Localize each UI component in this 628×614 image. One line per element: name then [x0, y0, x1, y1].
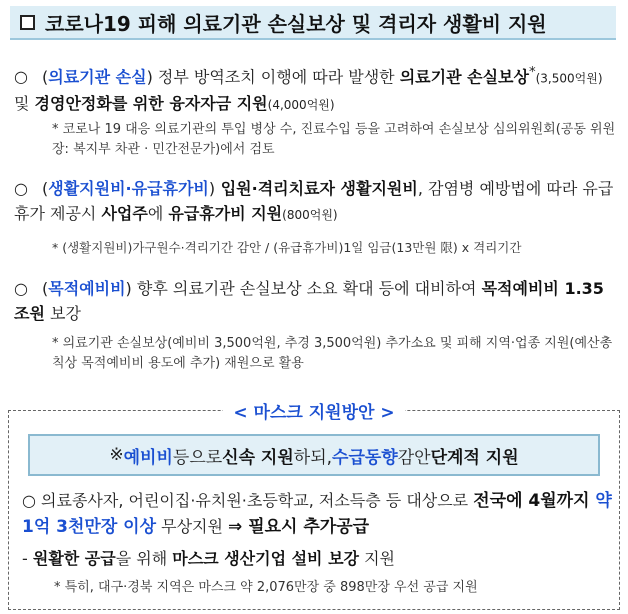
circle-bullet-icon: ○	[14, 279, 28, 298]
mask-item-bold-text: 마스크 생산기업 설비 보강	[172, 549, 359, 568]
mask-item-text: 을 위해	[115, 549, 173, 568]
highlight-text: 수급동향	[332, 447, 398, 468]
item-bold-text: 목적예비비 1.35조원	[14, 279, 604, 323]
circle-bullet-icon: ○	[22, 491, 36, 510]
item-text: 정부 방역조치 이행에 따라 발생한	[152, 67, 400, 87]
mask-item-text: 의료종사자, 어린이집·유치원·초등학교, 저소득층 등 대상으로	[35, 491, 474, 510]
footnote-mark: *	[528, 65, 536, 80]
mask-item-bold-text: 원활한 공급	[32, 549, 116, 568]
item-text: 및	[14, 94, 35, 114]
item-bold-text: 사업주	[101, 204, 148, 223]
item-bold-text: 유급휴가비 지원	[168, 204, 283, 223]
circle-bullet-icon: ○	[14, 67, 28, 87]
section-title-bar	[10, 6, 616, 40]
summary-text: 등으로	[172, 447, 223, 468]
note-medical-loss: * 코로나 19 대응 의료기관의 투입 병상 수, 진료수입 등을 고려하여 손실보상 심의위원회(공동 위원장: 복지부 차관 · 민간전문가)에서 검토	[52, 122, 616, 157]
mask-item-free-supply	[22, 488, 618, 540]
mask-summary-box	[28, 434, 600, 476]
summary-bold-text: 단계적 지원	[430, 447, 519, 468]
item-text: , 감염병 예방법에 따라 유급휴가 제공시	[14, 179, 614, 223]
checkbox-square-icon	[20, 15, 35, 30]
item-heading: 생활지원비·유급휴가비	[48, 179, 209, 198]
item-bold-text: 경영안정화를 위한 융자자금 지원	[34, 94, 268, 114]
mask-section-title-wrap	[0, 398, 628, 423]
section-title: 코로나19 피해 의료기관 손실보상 및 격리자 생활비 지원	[45, 11, 547, 36]
item-medical-loss	[14, 60, 616, 118]
mask-note: * 특히, 대구·경북 지역은 마스크 약 2,076만장 중 898만장 우선 공급 지원	[54, 580, 478, 595]
highlight-text: 약 1억 3천만장 이상	[22, 491, 612, 537]
note-reserve-fund: * 의료기관 손실보상(예비비 3,500억원, 추경 3,500억원) 추가소요 및 피해 지역·업종 지원(예산총칙상 목적예비비 용도에 추가) 재원으로 활용	[52, 336, 613, 371]
summary-bold-text: 신속 지원	[222, 447, 294, 468]
note-mark: ※	[109, 445, 124, 465]
paren-open: (	[42, 179, 49, 198]
mask-section-title: < 마스크 지원방안 >	[223, 403, 404, 423]
mask-item-text: 지원	[359, 549, 395, 568]
paren-open: (	[42, 279, 49, 298]
item-reserve-fund	[14, 276, 616, 326]
item-text: 보강	[44, 304, 81, 323]
summary-text: 감안	[397, 447, 431, 468]
item-text: 에	[147, 204, 169, 223]
paren-close: )	[208, 179, 216, 198]
mask-item-production	[22, 546, 618, 572]
mask-item-text: 무상지원	[156, 517, 229, 536]
circle-bullet-icon: ○	[14, 179, 28, 198]
item-living-support	[14, 176, 616, 228]
dash-bullet: -	[22, 549, 33, 568]
mask-item-bold-text: 전국에 4월까지	[473, 491, 590, 511]
highlight-text: 예비비	[123, 447, 173, 468]
item-bold-text: 의료기관 손실보상	[399, 67, 529, 87]
note-living-support: * (생활지원비)가구원수·격리기간 감안 / (유급휴가비)1일 임금(13만원 限) x 격리기간	[52, 240, 522, 255]
item-bold-text: 입원·격리치료자 생활지원비	[215, 179, 418, 198]
item-text: 향후 의료기관 손실보상 소요 확대 등에 대비하여	[131, 279, 482, 298]
amount-text: (3,500억원)	[535, 71, 603, 86]
item-heading: 목적예비비	[48, 279, 126, 298]
item-heading: 의료기관 손실	[48, 67, 147, 87]
mask-item-bold-text: ⇒ 필요시 추가공급	[228, 517, 370, 537]
amount-text: (800억원)	[282, 208, 338, 222]
paren-close: )	[146, 67, 153, 87]
summary-text: 하되,	[293, 447, 333, 468]
paren-open: (	[42, 67, 49, 87]
paren-close: )	[125, 279, 132, 298]
amount-text: (4,000억원)	[267, 98, 335, 113]
